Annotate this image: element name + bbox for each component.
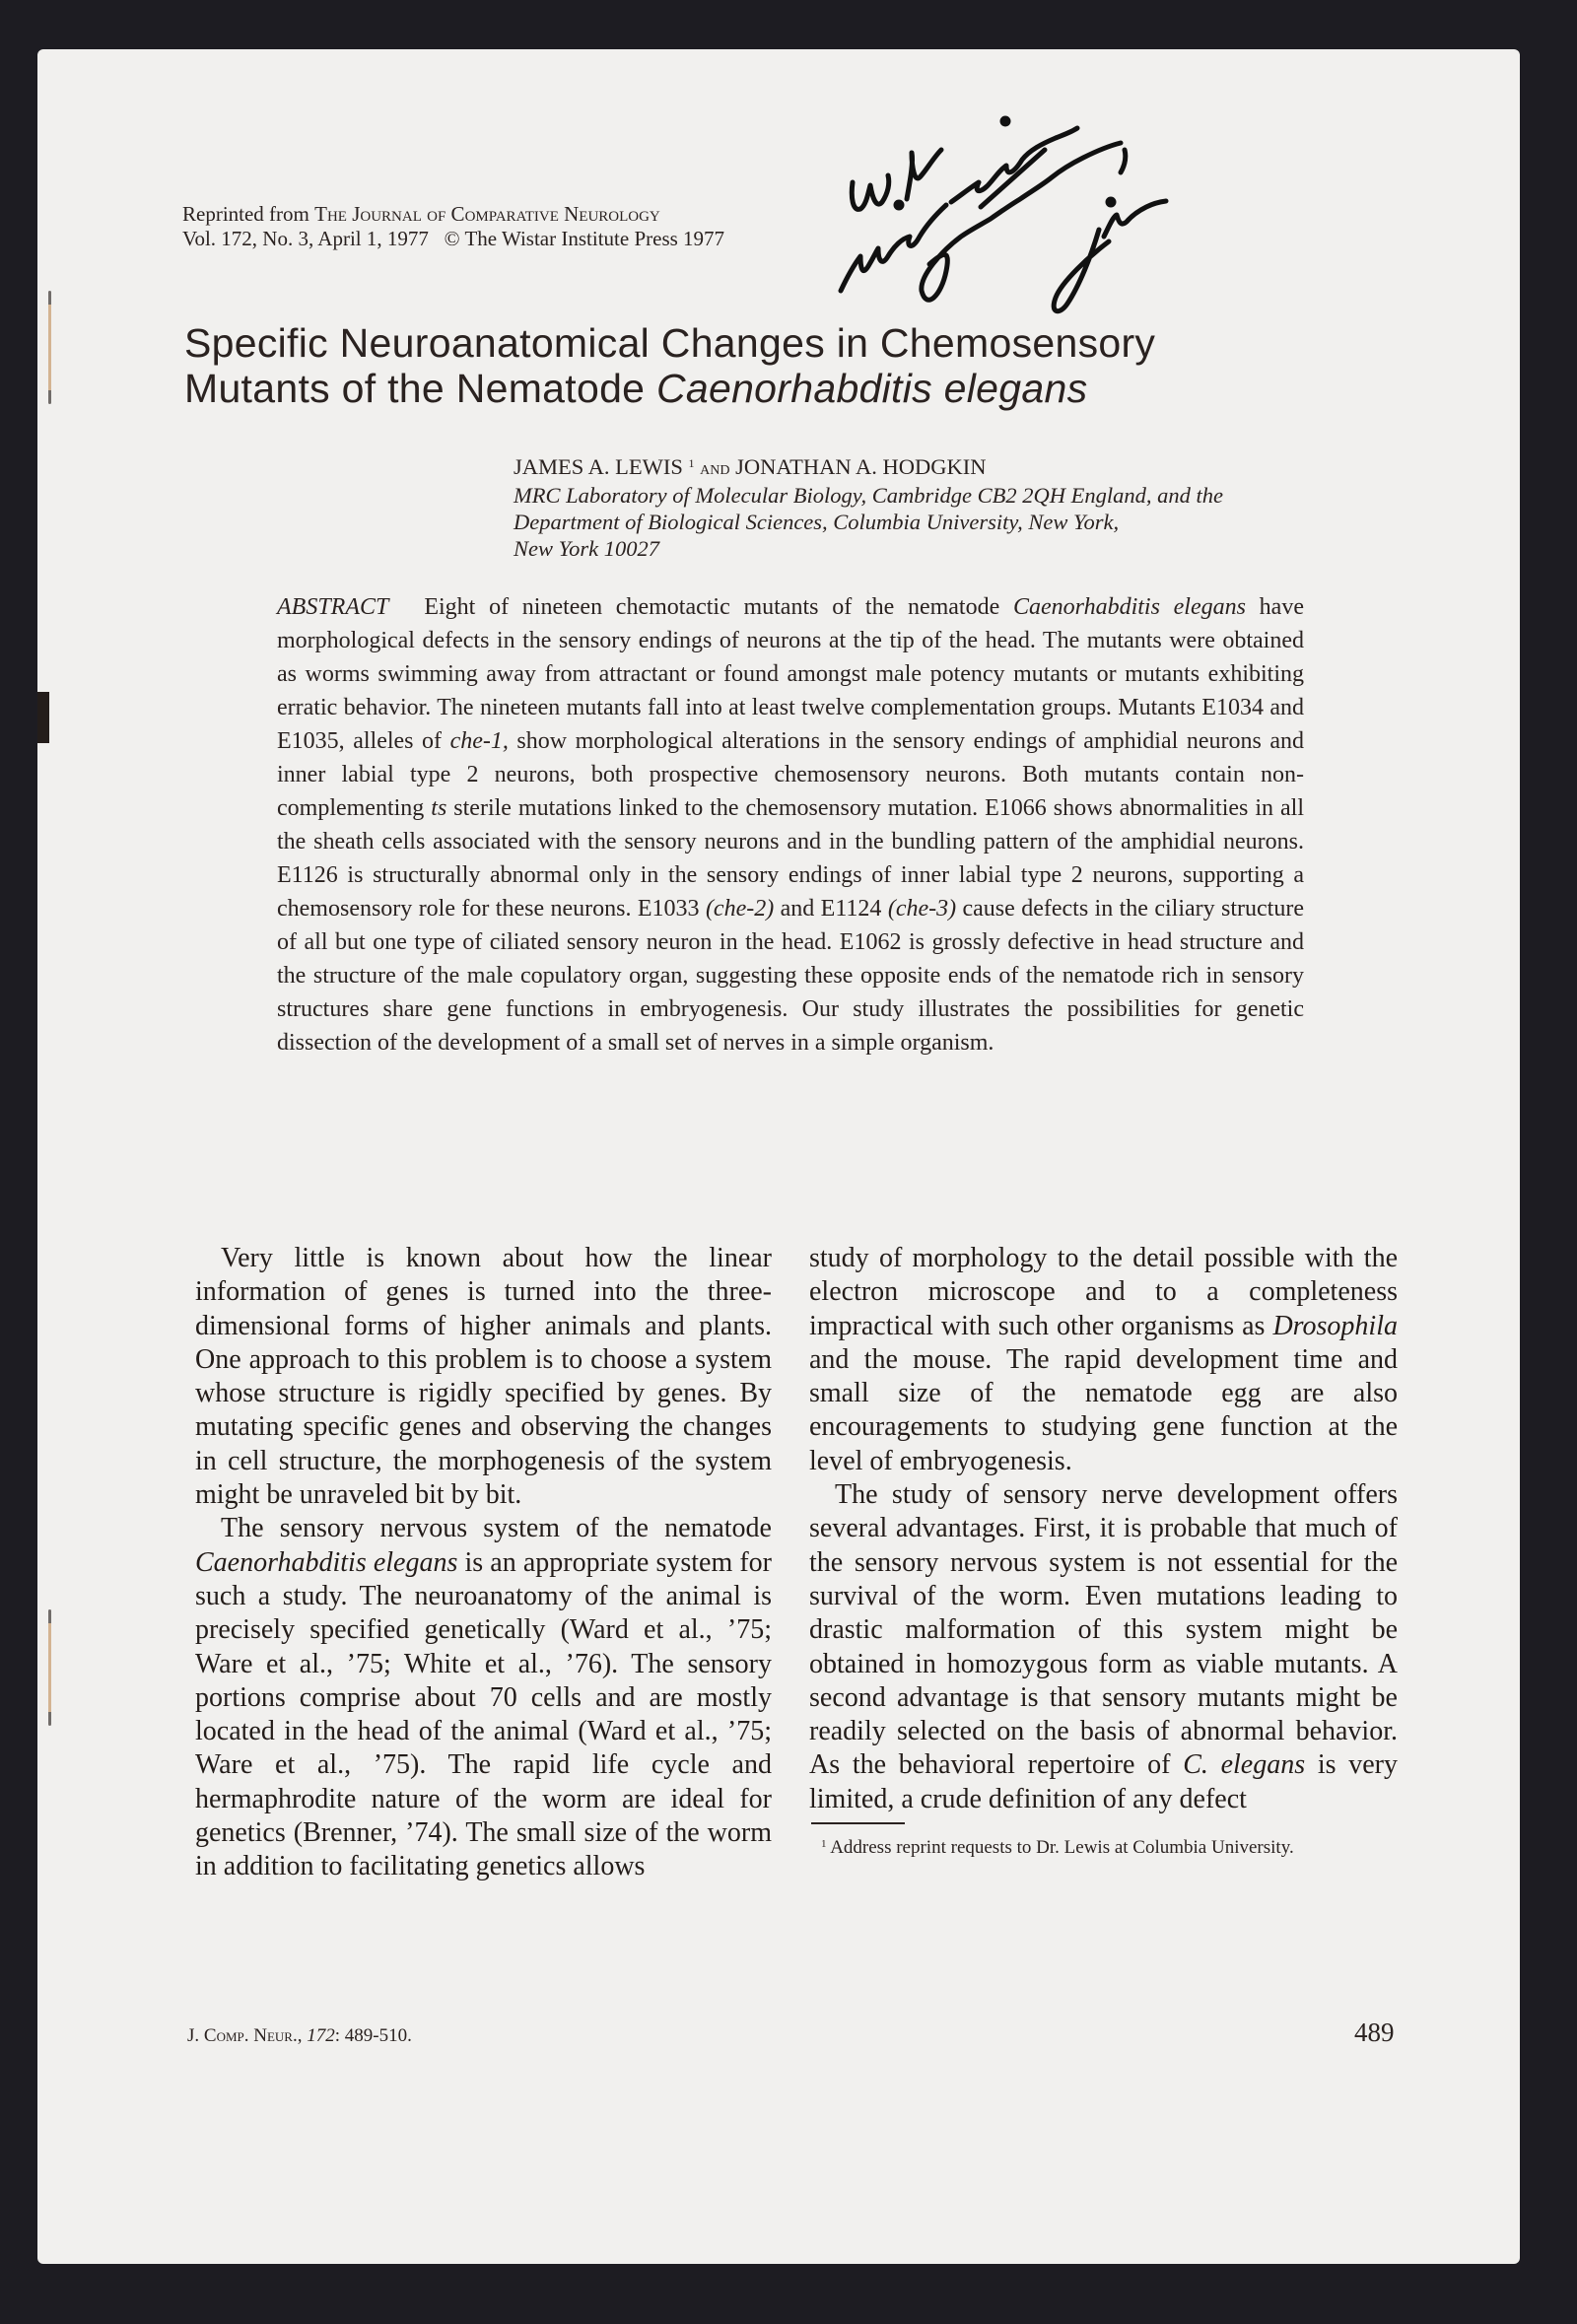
reprint-header — [182, 202, 724, 251]
paragraph: Very little is known about how the linear information of genes is turned into the three-dimensional forms of higher animals and plants. One approach to this problem is to choose a system whose structure is rigidly specified by genes. By mutating specific genes and observing the changes in cell structure, the morphogenesis of the system might be unraveled bit by bit. — [195, 1243, 772, 1511]
affiliation-line-1: MRC Laboratory of Molecular Biology, Cambridge CB2 2QH England, and the — [514, 483, 1223, 508]
author-2: JONATHAN A. HODGKIN — [735, 454, 987, 479]
page-number: 489 — [1354, 2017, 1395, 2047]
journal-name: The Journal of Comparative Neurology — [314, 202, 660, 226]
journal-citation: J. Comp. Neur., 172: 489-510. — [187, 2025, 412, 2046]
author-names: JAMES A. LEWIS $^1$ and JONATHAN A. HODGKIN — [514, 454, 987, 479]
reprint-line-2: Vol. 172, No. 3, April 1, 1977 © The Wistar Institute Press 1977 — [182, 227, 725, 250]
abstract-label: ABSTRACT — [277, 594, 389, 620]
affiliation-line-2: Department of Biological Sciences, Columbia University, New York, — [514, 510, 1120, 534]
title-line-1: Specific Neuroanatomical Changes in Chemosensory — [184, 320, 1156, 366]
body-column-right — [809, 1242, 1398, 1860]
author-1: JAMES A. LEWIS — [514, 454, 683, 479]
article-title — [184, 320, 1155, 411]
paragraph: The study of sensory nerve development offers several advantages. First, it is probable that much of the sensory nervous system is not essential for the survival of the worm. Even mutations leading to drastic malformation of this system might be obtained in homozygous form as viable mutants. A second advantage is that sensory mutants might be readily selected on the basis of abnormal behavior. As the behavioral repertoire of C. elegans is very limited, a crude definition of any defect — [809, 1479, 1398, 1814]
title-line-2: Mutants of the Nematode Caenorhabditis elegans — [184, 366, 1088, 411]
affiliation-line-3: New York 10027 — [514, 536, 659, 561]
page-edge-tab — [37, 692, 49, 743]
staple-mark-top — [48, 291, 51, 404]
body-column-left — [195, 1242, 772, 1884]
footnote-divider — [811, 1822, 905, 1824]
handwritten-inscription — [803, 89, 1178, 315]
author-block — [514, 450, 1223, 562]
staple-mark-bottom — [48, 1609, 51, 1726]
abstract: ABSTRACT Eight of nineteen chemotactic mutants of the nematode Caenorhabditis elegans have morphological defects in the sensory endings of neurons at the tip of the head. The mutants were obtained as worms swimming away from attractant or found amongst male potency mutants or mutants exhibiting erratic behavior. The nineteen mutants fall into at least twelve complementation groups. Mutants E1034 and E1035, alleles of che-1, show morphological alterations in the sensory endings of amphidial neurons and inner labial type 2 neurons, both prospective chemosensory neurons. Both mutants contain non-complementing ts sterile mutations linked to the chemosensory mutation. E1066 shows abnormalities in all the sheath cells associated with the sensory neurons and in the bundling pattern of the amphidial neurons. E1126 is structurally abnormal only in the sensory endings of inner labial type 2 neurons, supporting a chemosensory role for these neurons. E1033 (che-2) and E1124 (che-3) cause defects in the ciliary structure of all but one type of ciliated sensory neuron in the head. E1062 is grossly defective in head structure and the structure of the male copulatory organ, suggesting these opposite ends of the nematode rich in sensory structures share gene functions in embryogenesis. Our study illustrates the possibilities for genetic dissection of the development of a small set of nerves in a simple organism. — [277, 594, 1305, 1056]
paragraph: study of morphology to the detail possible with the electron microscope and to a completeness impractical with such other organisms as Drosophila and the mouse. The rapid development time and small size of the nematode egg are also encouragements to studying gene function at the level of embryogenesis. — [809, 1243, 1398, 1476]
paragraph: The sensory nervous system of the nematode Caenorhabditis elegans is an appropriate system for such a study. The neuroanatomy of the animal is precisely specified genetically (Ward et al., ’75; Ware et al., ’75; White et al., ’76). The sensory portions comprise about 70 cells and are mostly located in the head of the animal (Ward et al., ’75; Ware et al., ’75). The rapid life cycle and hermaphrodite nature of the worm are ideal for genetics (Brenner, ’74). The small size of the worm in addition to facilitating genetics allows — [195, 1513, 772, 1882]
footnote: $^1$ Address reprint requests to Dr. Lewis at Columbia University. — [821, 1837, 1294, 1859]
species-name: Caenorhabditis elegans — [655, 366, 1088, 411]
footnote-marker: 1 — [688, 456, 695, 470]
reprint-line-1: Reprinted from The Journal of Comparative Neurology — [182, 202, 660, 226]
copyright: © The Wistar Institute Press 1977 — [444, 227, 725, 250]
